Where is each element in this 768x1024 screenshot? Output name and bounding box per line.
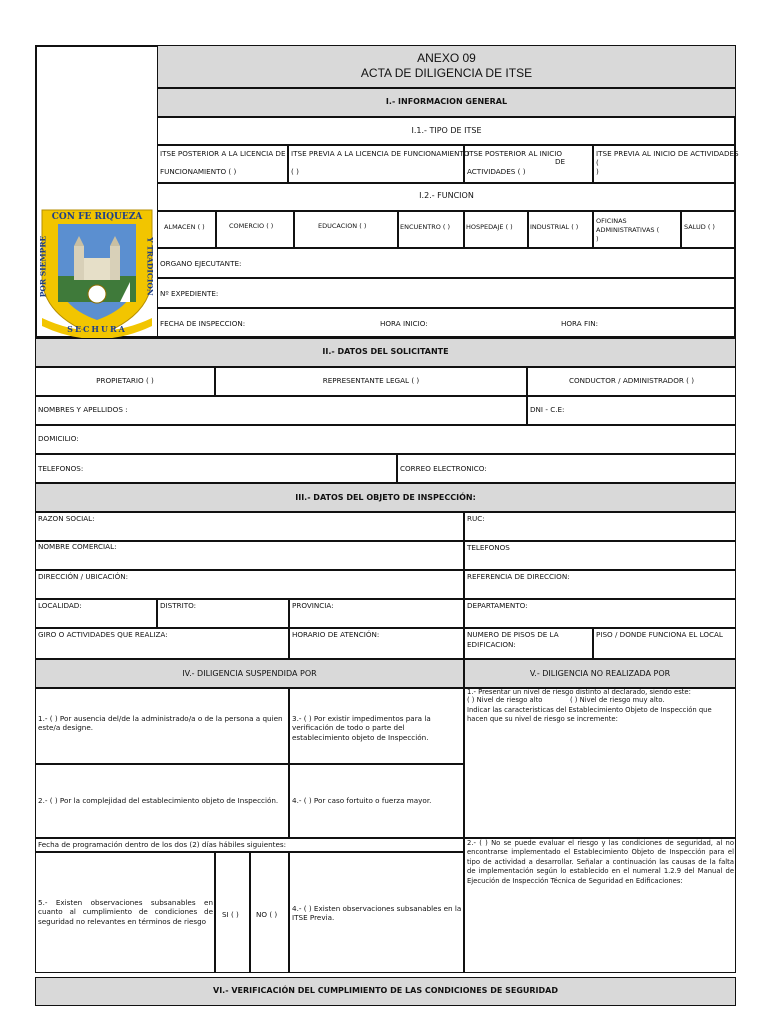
tipo-option-3-label-2: DE: [555, 157, 566, 166]
funcion-oficinas-label-2: ADMINISTRATIVAS (: [596, 226, 660, 234]
domicilio-field[interactable]: [35, 425, 736, 454]
tipo-option-1-label: ITSE POSTERIOR A LA LICENCIA DE: [160, 149, 286, 158]
section-5-title: V.- DILIGENCIA NO REALIZADA POR: [529, 669, 671, 678]
representante-label: REPRESENTANTE LEGAL ( ): [322, 376, 420, 385]
observaciones-item-5-text: 5.- Existen observaciones subsanables en cuanto al cumplimiento de condiciones de seguridad no relevantes en términos de riesgo: [38, 898, 213, 926]
funcion-comercio-label: COMERCIO ( ): [229, 222, 274, 230]
provincia-label: PROVINCIA:: [292, 601, 334, 610]
observaciones-itse-previa-text: 4.- ( ) Existen observaciones subsanables en la ITSE Previa.: [292, 904, 462, 923]
tipo-option-4-check-open: (: [596, 158, 599, 167]
piso-funciona-label: PISO / DONDE FUNCIONA EL LOCAL: [596, 630, 723, 639]
ruc-field[interactable]: [464, 512, 736, 541]
observaciones-si-label: SI ( ): [222, 910, 239, 919]
telefonos-objeto-label: TELEFONOS: [467, 543, 510, 552]
funcion-encuentro-label: ENCUENTRO ( ): [400, 223, 451, 231]
riesgo-muy-alto-option[interactable]: ( ) Nivel de riesgo muy alto.: [570, 696, 665, 704]
funcion-oficinas-check: ): [596, 235, 599, 243]
razon-social-label: RAZON SOCIAL:: [38, 514, 95, 523]
nombres-label: NOMBRES Y APELLIDOS :: [38, 405, 128, 414]
hora-inicio-label: HORA INICIO:: [380, 319, 428, 328]
organo-ejecutante-field[interactable]: [157, 248, 736, 278]
organo-ejecutante-label: ORGANO EJECUTANTE:: [160, 259, 242, 268]
crest-top-text: CON FE RIQUEZA: [51, 212, 143, 222]
ruc-label: RUC:: [467, 514, 485, 523]
crest-right-text: Y TRADICION: [145, 237, 155, 296]
nombre-comercial-label: NOMBRE COMERCIAL:: [38, 542, 117, 551]
fecha-inspeccion-label: FECHA DE INSPECCION:: [160, 319, 246, 328]
distrito-label: DISTRITO:: [160, 601, 197, 610]
tipo-title: I.1.- TIPO DE ITSE: [411, 126, 482, 135]
funcion-salud-label: SALUD ( ): [684, 223, 715, 231]
crest-left-text: POR SIEMPRE: [38, 235, 48, 298]
domicilio-label: DOMICILIO:: [38, 434, 79, 443]
expediente-label: Nº EXPEDIENTE:: [160, 289, 219, 298]
conductor-label: CONDUCTOR / ADMINISTRADOR ( ): [568, 376, 695, 385]
page-title: ACTA DE DILIGENCIA DE ITSE: [360, 66, 533, 80]
razon-social-field[interactable]: [35, 512, 464, 541]
referencia-label: REFERENCIA DE DIRECCION:: [467, 572, 570, 581]
horario-label: HORARIO DE ATENCIÓN:: [292, 630, 380, 639]
tipo-option-2-check: ( ): [291, 167, 299, 176]
pisos-label-2: EDIFICACION:: [467, 640, 516, 649]
funcion-title: I.2.- FUNCION: [419, 191, 474, 200]
tipo-option-3-check: ACTIVIDADES ( ): [467, 167, 526, 176]
no-realizada-reason-2-text: 2.- ( ) No se puede evaluar el riesgo y las condiciones de seguridad, al no encontrarse implementado el Establecimiento Objeto de Inspección para el tipo de actividad a desarrollar. Señalar a continuación las causas de la falta de implementación según lo establecido en el numeral 1.2.9 del Manual de Ejecución de Inspección Técnica de Seguridad en Edificaciones:: [467, 839, 734, 885]
departamento-label: DEPARTAMENTO:: [467, 601, 528, 610]
direccion-label: DIRECCIÓN / UBICACIÓN:: [38, 572, 129, 581]
section-6-title: VI.- VERIFICACIÓN DEL CUMPLIMIENTO DE LAS CONDICIONES DE SEGURIDAD: [213, 986, 558, 995]
localidad-label: LOCALIDAD:: [38, 601, 82, 610]
riesgo-alto-option[interactable]: ( ) Nivel de riesgo alto: [467, 696, 543, 704]
telefonos-field[interactable]: [35, 454, 397, 483]
funcion-industrial-label: INDUSTRIAL ( ): [530, 223, 579, 231]
sechura-shield-logo: [38, 206, 156, 338]
section-1-title: I.- INFORMACION GENERAL: [385, 97, 508, 106]
propietario-label: PROPIETARIO ( ): [96, 376, 154, 385]
giro-label: GIRO O ACTIVIDADES QUE REALIZA:: [38, 630, 168, 639]
hora-fin-label: HORA FIN:: [561, 319, 599, 328]
telefonos-label: TELEFONOS:: [38, 464, 84, 473]
municipal-crest: [38, 206, 156, 338]
fecha-programacion-label: Fecha de programación dentro de los dos (2) días hábiles siguientes:: [38, 840, 287, 849]
tipo-option-3-label: ITSE POSTERIOR AL INICIO: [467, 149, 563, 158]
expediente-field[interactable]: [157, 278, 736, 308]
tipo-option-4-check-close: ): [596, 167, 599, 176]
funcion-oficinas-label: OFICINAS: [596, 217, 627, 225]
funcion-educacion-label: EDUCACION ( ): [318, 222, 367, 230]
no-realizada-reason-1-text: 1.- Presentar un nivel de riesgo distinto al declarado, siendo este:: [467, 688, 691, 696]
annex-number: ANEXO 09: [417, 51, 476, 65]
no-realizada-reason-1-detail: Indicar las caracteristicas del Establecimiento Objeto de Inspección que hacen que su nivel de riesgo se incremente:: [467, 706, 712, 723]
observaciones-no-label: NO ( ): [256, 910, 278, 919]
dni-label: DNI - C.E:: [530, 405, 565, 414]
pisos-label: NUMERO DE PISOS DE LA: [467, 630, 559, 639]
crest-bottom-text: SECHURA: [67, 324, 127, 334]
tipo-option-1-check: FUNCIONAMIENTO ( ): [160, 167, 237, 176]
tipo-option-4-label: ITSE PREVIA AL INICIO DE ACTIVIDADES: [596, 149, 739, 158]
suspension-reason-2-text: 2.- ( ) Por la complejidad del establecimiento objeto de Inspección.: [38, 796, 279, 805]
funcion-almacen-label: ALMACEN ( ): [164, 223, 205, 231]
tipo-option-2-label: ITSE PREVIA A LA LICENCIA DE FUNCIONAMIENTO: [291, 149, 470, 158]
funcion-hospedaje-label: HOSPEDAJE ( ): [466, 223, 513, 231]
suspension-reason-1-text: 1.- ( ) Por ausencia del/de la administrado/a o de la persona a quien este/a designe.: [38, 714, 283, 733]
section-4-title: IV.- DILIGENCIA SUSPENDIDA POR: [182, 669, 317, 678]
suspension-reason-4-text: 4.- ( ) Por caso fortuito o fuerza mayor.: [292, 796, 432, 805]
section-3-title: III.- DATOS DEL OBJETO DE INSPECCIÓN:: [295, 493, 476, 502]
suspension-reason-3-text: 3.- ( ) Por existir impedimentos para la verificación de todo o parte del establecimiento objeto de Inspección.: [292, 714, 431, 742]
section-2-title: II.- DATOS DEL SOLICITANTE: [322, 347, 449, 356]
correo-label: CORREO ELECTRONICO:: [400, 464, 487, 473]
